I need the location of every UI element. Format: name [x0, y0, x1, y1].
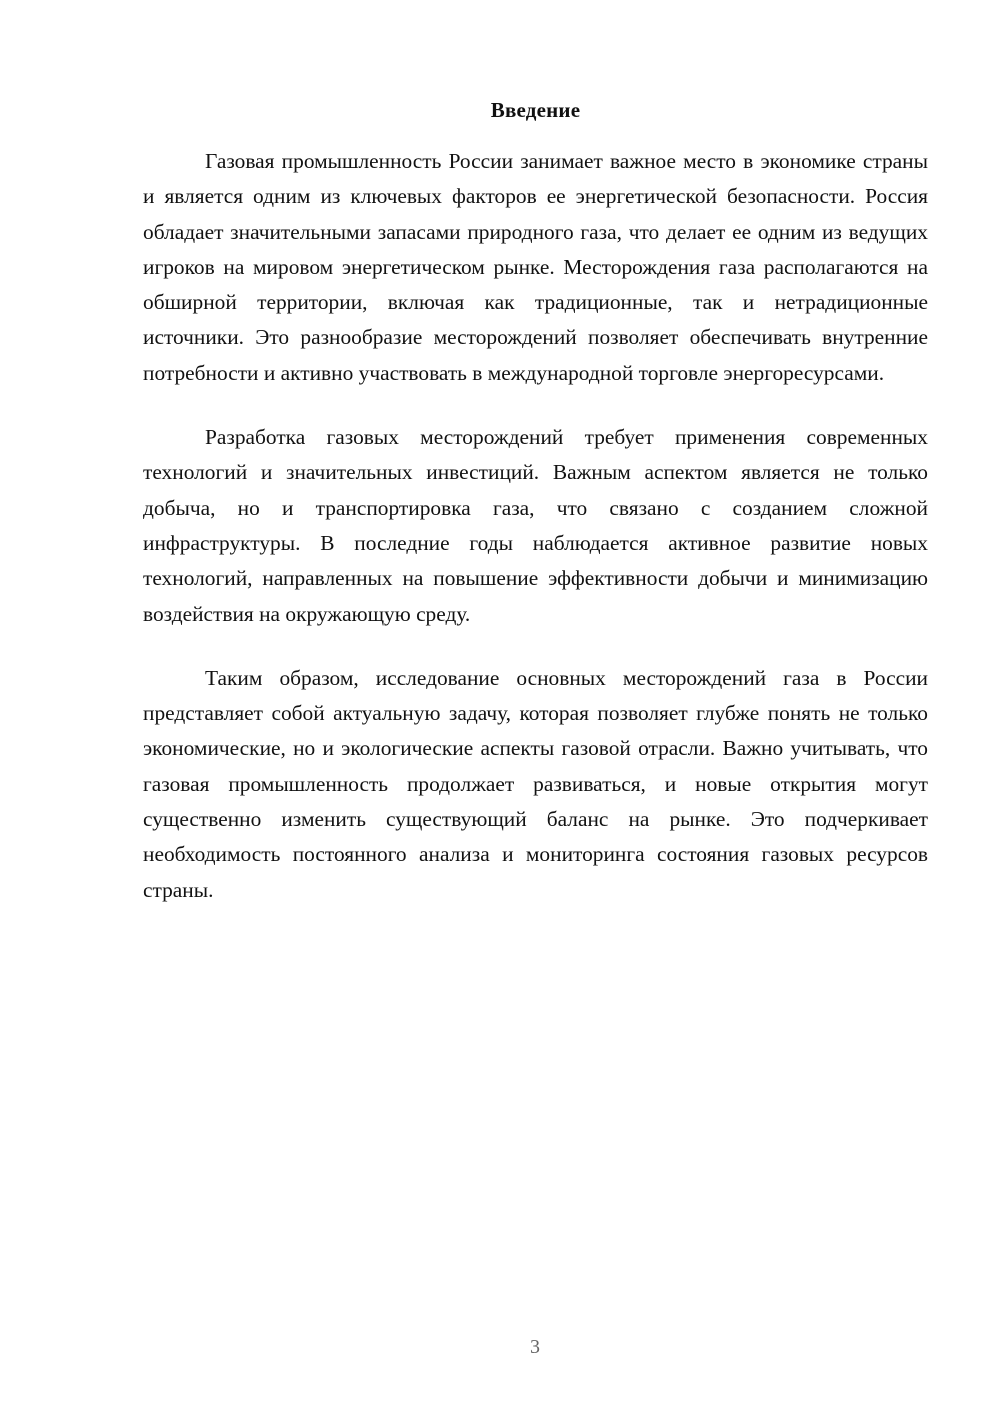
- paragraph-2: Разработка газовых месторождений требует применения современных технологий и значительных инвестиций. Важным аспектом является не только добыча, но и транспортировка газа, что связано с созданием сложной инфраструктуры. В последние годы наблюдается активное развитие новых технологий, направленных на повышение эффективности добычи и минимизацию воздействия на окружающую среду.: [143, 425, 928, 626]
- paragraph-3: Таким образом, исследование основных месторождений газа в России представляет собой актуальную задачу, которая позволяет глубже понять не только экономические, но и экологические аспекты газовой отрасли. Важно учитывать, что газовая промышленность продолжает развиваться, и новые открытия могут существенно изменить существующий баланс на рынке. Это подчеркивает необходимость постоянного анализа и мониторинга состояния газовых ресурсов страны.: [143, 665, 928, 902]
- page-number: 3: [530, 1336, 540, 1358]
- page-content: [143, 94, 928, 908]
- paragraph-1: Газовая промышленность России занимает важное место в экономике страны и является одним из ключевых факторов ее энергетической безопасности. Россия обладает значительными запасами природного газа, что делает ее одним из ведущих игроков на мировом энергетическом рынке. Месторождения газа располагаются на обширной территории, включая как традиционные, так и нетрадиционные источники. Это разнообразие месторождений позволяет обеспечивать внутренние потребности и активно участвовать в международной торговле энергоресурсами.: [143, 149, 928, 385]
- page-title: Введение: [490, 98, 581, 122]
